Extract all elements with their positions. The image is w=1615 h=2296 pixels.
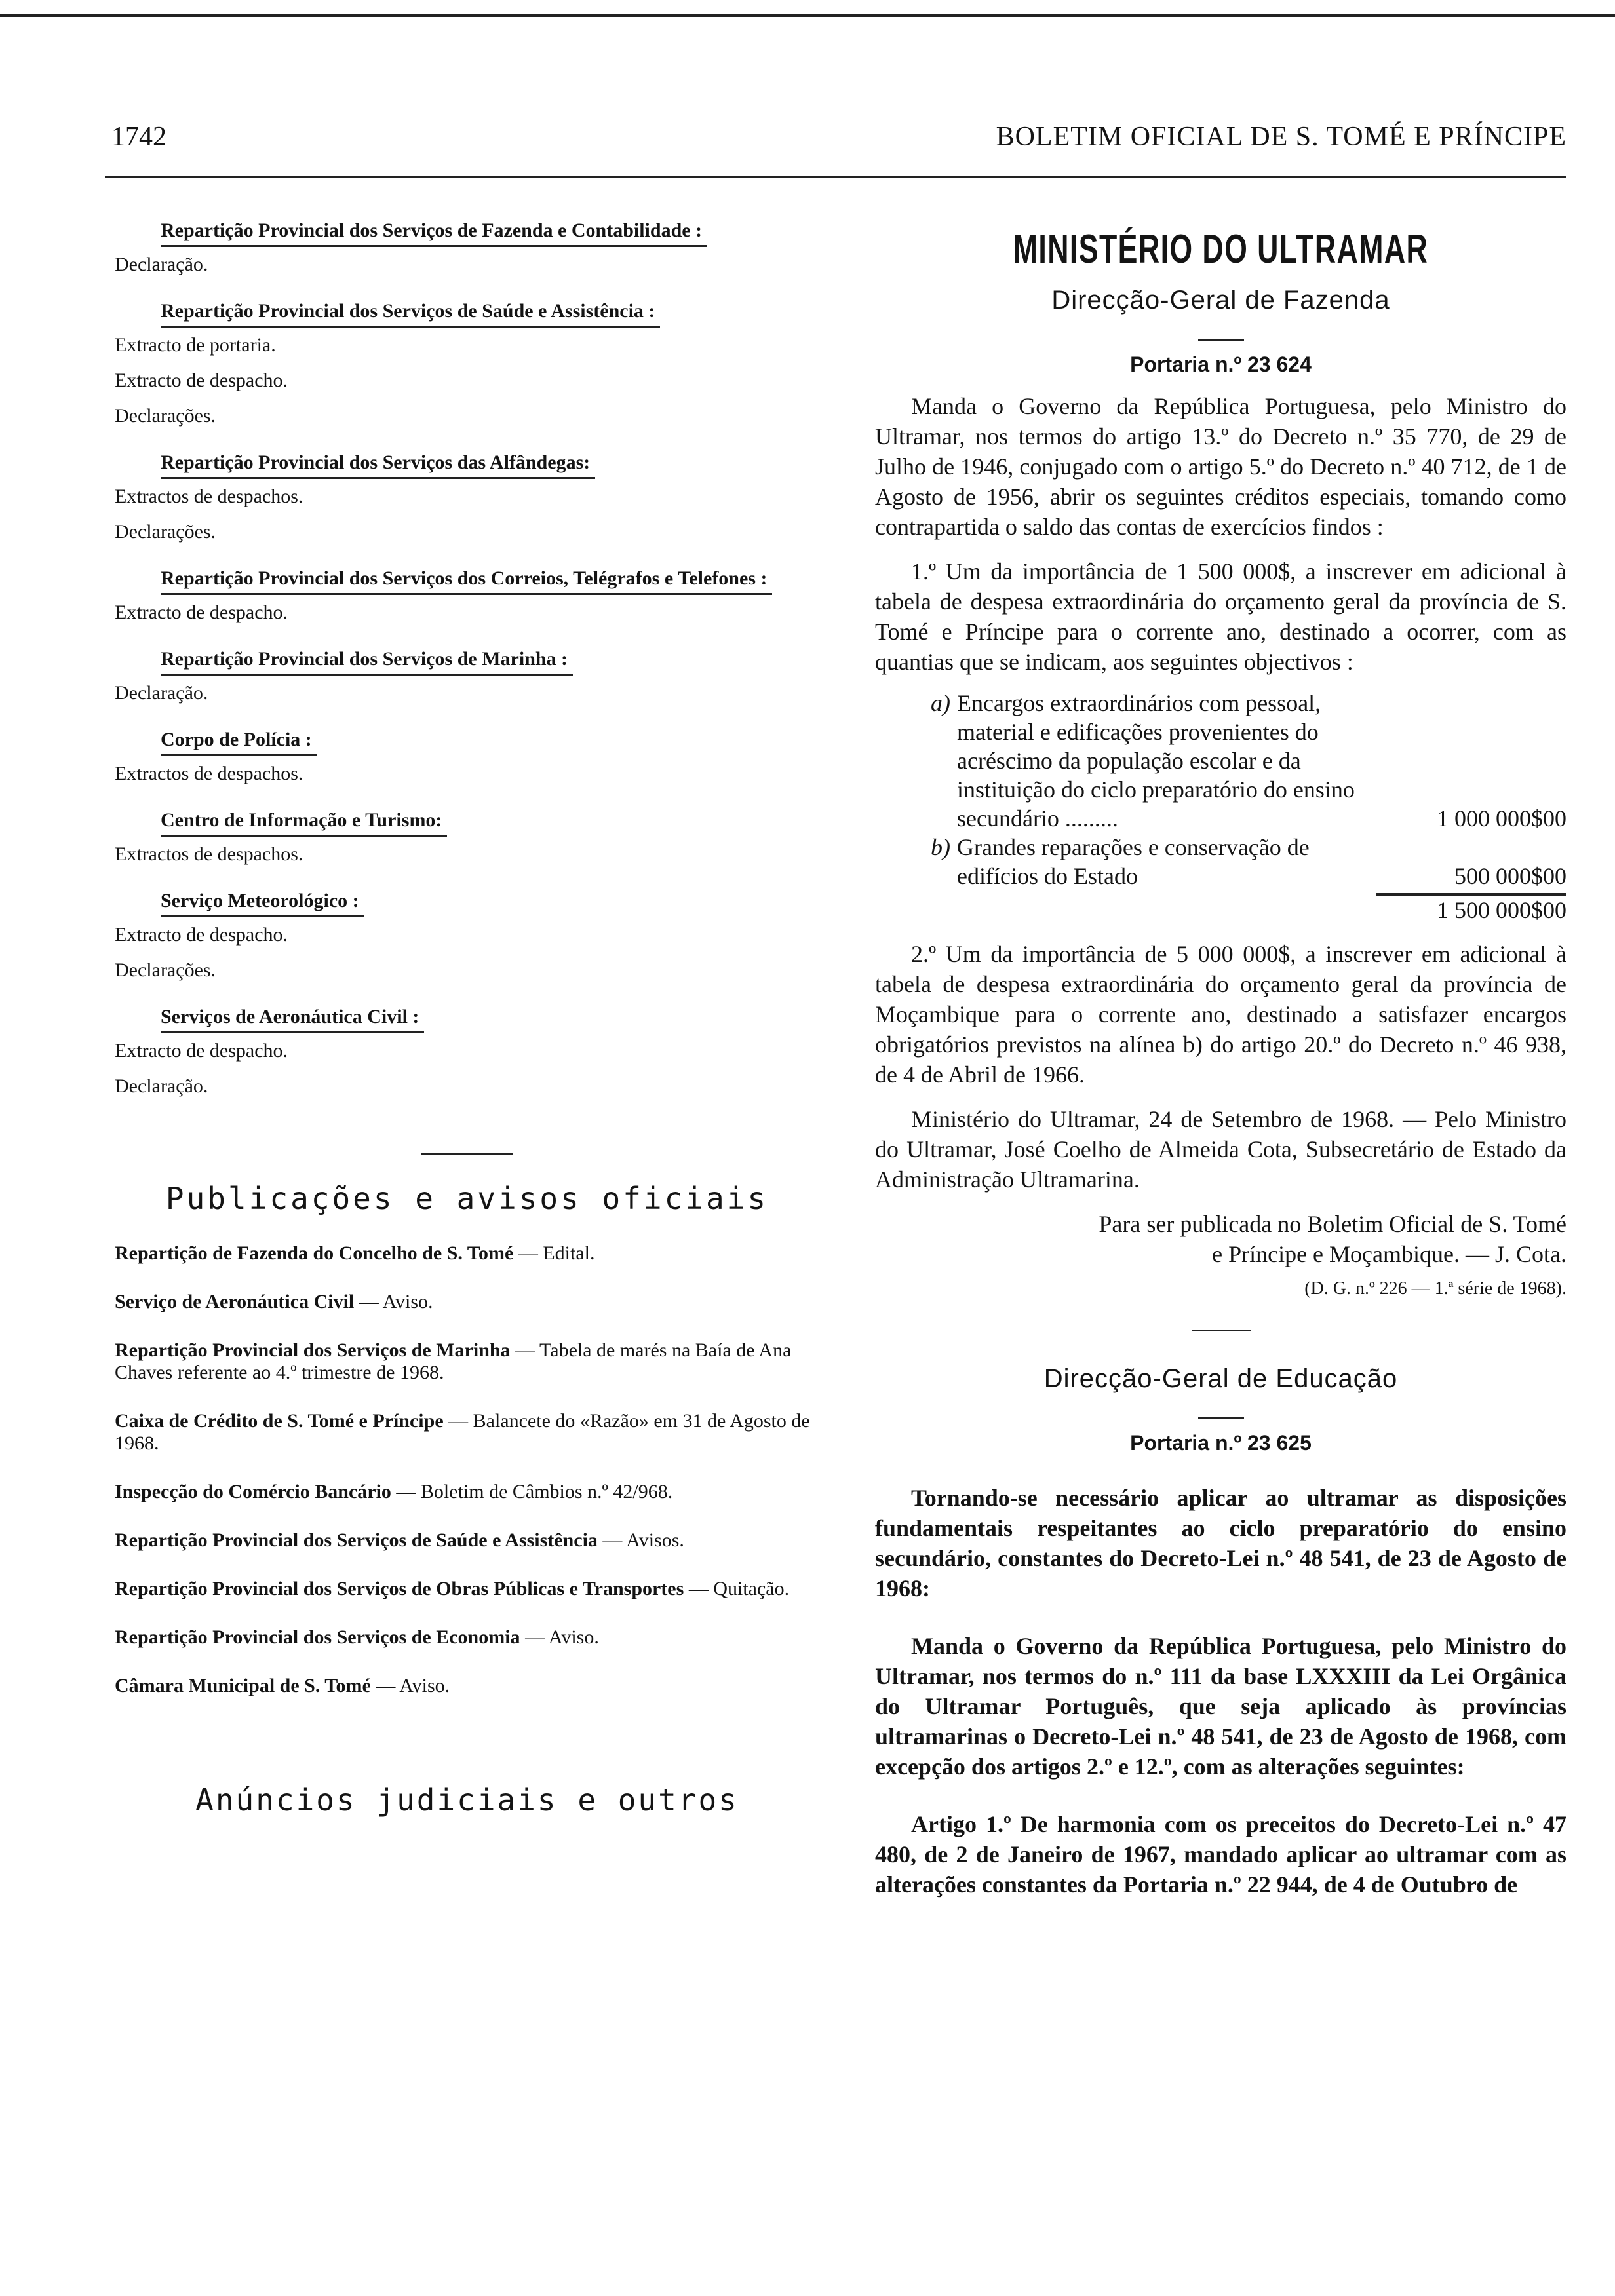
publication-entity: Câmara Municipal de S. Tomé: [115, 1675, 371, 1696]
section-item: Declaração.: [115, 254, 208, 275]
publication-entity: Inspecção do Comércio Bancário: [115, 1481, 391, 1502]
section-heading: Repartição Provincial dos Serviços dos Correios, Telégrafos e Telefones :: [161, 564, 772, 595]
publication-entry: [115, 1339, 819, 1384]
section-item: Extracto de despacho.: [115, 1040, 288, 1062]
section-heading: Repartição Provincial dos Serviços de Marinha :: [161, 645, 573, 676]
summary-section: [115, 1003, 819, 1119]
section-item: Extracto de despacho.: [115, 370, 288, 391]
announcements-title: Anúncios judiciais e outros: [195, 1782, 739, 1818]
publications-title: Publicações e avisos oficiais: [165, 1181, 769, 1216]
publication-description: — Boletim de Câmbios n.º 42/968.: [391, 1481, 673, 1502]
section-heading: Repartição Provincial dos Serviços de Saúde e Assistência :: [161, 297, 660, 328]
divider: [1198, 339, 1244, 341]
section-item: Extracto de despacho.: [115, 924, 288, 946]
publication-entry: [115, 1291, 819, 1313]
portaria-paragraph: Manda o Governo da República Portuguesa, pelo Ministro do Ultramar, nos termos do n.º 111 da base LXXXIII da Lei Orgânica do Ultramar Português, que seja aplicado às províncias ultramarinas o Decreto-Lei n.º 48 541, de 23 de Agosto de 1968, com excepção dos artigos 2.º e 12.º, com as alterações seguintes:: [875, 1633, 1566, 1780]
portaria-paragraph: Ministério do Ultramar, 24 de Setembro de 1968. — Pelo Ministro do Ultramar, José Coelho de Almeida Cota, Subsecretário de Estado da Administração Ultramarina.: [875, 1106, 1566, 1193]
section-item: Extractos de despachos.: [115, 486, 303, 507]
publication-note-1: Para ser publicada no Boletim Oficial de S. Tomé: [1099, 1211, 1566, 1237]
publication-entry: [115, 1242, 819, 1265]
publication-description: — Edital.: [513, 1242, 595, 1264]
section-heading: Repartição Provincial dos Serviços das Alfândegas:: [161, 448, 595, 479]
credit-item-label: a): [931, 690, 950, 716]
summary-section: [115, 448, 819, 564]
section-item: Extracto de portaria.: [115, 334, 276, 356]
summary-section: [115, 645, 819, 725]
publication-entry: [115, 1529, 819, 1552]
publication-description: — Quitação.: [684, 1578, 790, 1599]
section-heading: Serviço Meteorológico :: [161, 887, 364, 917]
publication-entry: [115, 1578, 819, 1600]
credit-item: [875, 833, 1566, 890]
right-column: [875, 226, 1566, 1900]
portaria-paragraph: 1.º Um da importância de 1 500 000$, a inscrever em adicional à tabela de despesa extraordinária do orçamento geral da província de S. Tomé e Príncipe para o corrente ano, destinado a ocorrer, com as quantias que se indicam, aos seguintes objectivos :: [875, 558, 1566, 675]
credit-item-text: Encargos extraordinários com pessoal, material e edificações provenientes do acréscimo da população escolar e da instituição do ciclo preparatório do ensino secundário .........: [957, 690, 1355, 832]
credit-items: [875, 689, 1566, 890]
publication-description: — Aviso.: [354, 1291, 433, 1312]
portaria-23624-title: Portaria n.º 23 624: [1130, 353, 1312, 376]
portaria-paragraph: Tornando-se necessário aplicar ao ultramar as disposições fundamentais respeitantes ao ciclo preparatório do ensino secundário, constantes do Decreto-Lei n.º 48 541, de 23 de Agosto de 1968:: [875, 1485, 1566, 1601]
section-item: Declaração.: [115, 1075, 208, 1097]
publication-entity: Repartição Provincial dos Serviços de Marinha: [115, 1339, 511, 1361]
department-educacao: Direcção-Geral de Educação: [1043, 1364, 1398, 1393]
credit-item-amount: 500 000$00: [1454, 863, 1566, 889]
department-fazenda: Direcção-Geral de Fazenda: [1051, 286, 1390, 315]
portaria-23625-title: Portaria n.º 23 625: [1130, 1431, 1312, 1455]
portaria-paragraph: Manda o Governo da República Portuguesa, pelo Ministro do Ultramar, nos termos do artigo 13.º do Decreto n.º 35 770, de 29 de Julho de 1946, conjugado com o artigo 5.º do Decreto n.º 40 712, de 1 de Agosto de 1956, abrir os seguintes créditos especiais, tomando como contrapartida o saldo das contas de exercícios findos :: [875, 393, 1566, 540]
total-amount: 1 500 000$00: [1437, 897, 1566, 923]
credit-item-amount: 1 000 000$00: [1437, 805, 1566, 832]
publication-entry: [115, 1675, 819, 1697]
divider: [1192, 1330, 1251, 1331]
publication-description: — Avisos.: [597, 1529, 684, 1551]
summary-section: [115, 216, 819, 297]
credit-item-text: Grandes reparações e conservação de edifícios do Estado: [957, 834, 1310, 889]
page-number: 1742: [111, 122, 166, 152]
publication-entry: [115, 1626, 819, 1649]
summary-section: [115, 564, 819, 645]
section-heading: Repartição Provincial dos Serviços de Fazenda e Contabilidade :: [161, 216, 707, 247]
publication-entity: Repartição Provincial dos Serviços de Economia: [115, 1626, 520, 1648]
credit-item: [875, 689, 1566, 833]
section-heading: Corpo de Polícia :: [161, 725, 317, 756]
portaria-paragraph: 2.º Um da importância de 5 000 000$, a inscrever em adicional à tabela de despesa extraordinária do orçamento geral da província de Moçambique para o corrente ano, destinado a satisfazer encargos obrigatórios previstos na alínea b) do artigo 20.º do Decreto n.º 46 938, de 4 de Abril de 1966.: [875, 941, 1566, 1088]
summary-section: [115, 806, 819, 887]
portaria-paragraph: Artigo 1.º De harmonia com os preceitos do Decreto-Lei n.º 47 480, de 2 de Janeiro de 1967, mandado aplicar ao ultramar com as alterações constantes da Portaria n.º 22 944, de 4 de Outubro de: [875, 1811, 1566, 1898]
summary-section: [115, 887, 819, 1003]
section-item: Declarações.: [115, 521, 216, 543]
section-item: Extracto de despacho.: [115, 602, 288, 623]
credit-item-label: b): [931, 834, 950, 860]
page-header: [111, 121, 1566, 167]
section-heading: Centro de Informação e Turismo:: [161, 806, 447, 837]
publication-entity: Serviço de Aeronáutica Civil: [115, 1291, 355, 1312]
summary-section: [115, 725, 819, 806]
publication-note-2: e Príncipe e Moçambique. — J. Cota.: [1212, 1241, 1566, 1267]
publication-description: — Aviso.: [370, 1675, 450, 1696]
ministry-title: MINISTÉRIO DO ULTRAMAR: [1013, 227, 1429, 272]
section-divider: [421, 1153, 513, 1155]
publication-entity: Caixa de Crédito de S. Tomé e Príncipe: [115, 1410, 444, 1432]
section-heading: Serviços de Aeronáutica Civil :: [161, 1003, 424, 1033]
publication-entity: Repartição Provincial dos Serviços de Obras Públicas e Transportes: [115, 1578, 684, 1599]
header-rule: [105, 176, 1566, 178]
section-item: Extractos de despachos.: [115, 763, 303, 784]
section-item: Declaração.: [115, 682, 208, 704]
summary-section: [115, 297, 819, 448]
publication-description: — Tabela de marés na Baía de Ana Chaves referente ao 4.º trimestre de 1968.: [115, 1339, 792, 1383]
left-column: [115, 216, 819, 1818]
publication-entry: [115, 1481, 819, 1503]
publication-entry: [115, 1410, 819, 1455]
publication-entity: Repartição Provincial dos Serviços de Saúde e Assistência: [115, 1529, 598, 1551]
publication-entity: Repartição de Fazenda do Concelho de S. Tomé: [115, 1242, 514, 1264]
top-border: [0, 14, 1615, 17]
section-item: Declarações.: [115, 405, 216, 427]
publication-description: — Balancete do «Razão» em 31 de Agosto de 1968.: [115, 1410, 810, 1454]
divider: [1198, 1417, 1244, 1419]
section-item: Extractos de despachos.: [115, 843, 303, 865]
section-item: Declarações.: [115, 959, 216, 981]
running-title: BOLETIM OFICIAL DE S. TOMÉ E PRÍNCIPE: [996, 122, 1566, 152]
gazette-reference: (D. G. n.º 226 — 1.ª série de 1968).: [1304, 1278, 1566, 1299]
publication-description: — Aviso.: [520, 1626, 599, 1648]
